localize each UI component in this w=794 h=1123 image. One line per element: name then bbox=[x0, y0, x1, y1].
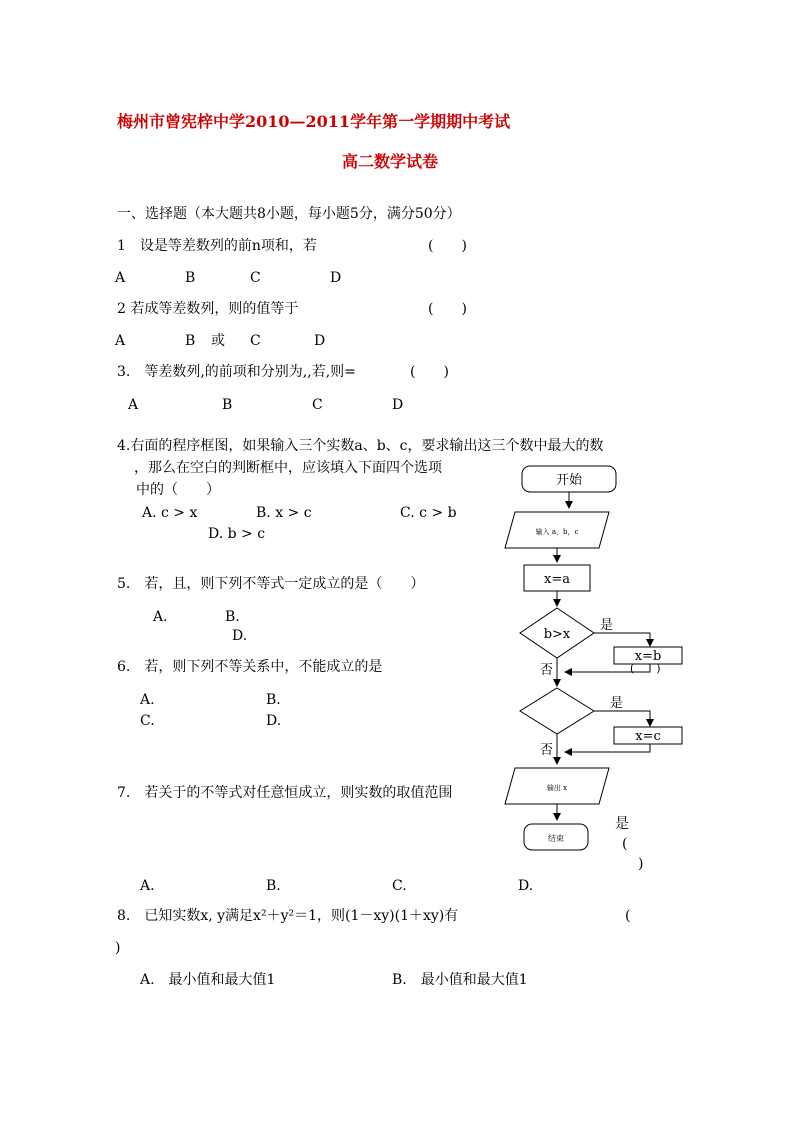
question-4-line3: 中的（ ） bbox=[136, 482, 220, 498]
flow-assign-a-label: x=a bbox=[544, 572, 570, 587]
flow-no-label-2: 否 bbox=[540, 743, 554, 758]
flow-yes-label-1: 是 bbox=[600, 618, 614, 633]
q7-option-c: C. bbox=[392, 878, 407, 894]
q5-option-b: B. bbox=[225, 609, 240, 625]
q6-option-d: D. bbox=[266, 713, 282, 729]
question-1-text: 1 设是等差数列的前n项和，若 bbox=[117, 238, 317, 254]
q7-side-left-paren: ( bbox=[622, 836, 628, 852]
q6-option-c: C. bbox=[140, 713, 155, 729]
q5-option-d: D. bbox=[232, 628, 248, 644]
question-8-paren-close: ) bbox=[115, 940, 121, 956]
q4-option-d: D. b > c bbox=[208, 526, 266, 542]
q4-option-c: C. c > b bbox=[400, 505, 457, 521]
q3-option-a: A bbox=[128, 397, 139, 413]
exam-title: 梅州市曾宪梓中学2010—2011学年第一学期期中考试 bbox=[117, 112, 511, 131]
question-3-text: 3. 等差数列,的前项和分别为,,若,则= bbox=[117, 364, 356, 380]
q2-option-a: A bbox=[115, 333, 126, 349]
flow-no-label-1: 否 bbox=[540, 663, 554, 678]
q3-option-c: C bbox=[312, 397, 323, 413]
flow-assign-c-label: x=c bbox=[635, 729, 661, 744]
q1-option-d: D bbox=[330, 270, 342, 286]
question-6-text: 6. 若，则下列不等关系中，不能成立的是 bbox=[117, 659, 383, 675]
flow-cond2-diamond bbox=[520, 688, 594, 734]
question-4-line2: ，那么在空白的判断框中，应该填入下面四个选项 bbox=[134, 460, 442, 476]
question-1-paren: ( ) bbox=[428, 238, 467, 254]
q1-option-b: B bbox=[185, 270, 196, 286]
q3-option-d: D bbox=[392, 397, 404, 413]
q7-option-d: D. bbox=[518, 878, 534, 894]
question-5-text: 5. 若，且，则下列不等式一定成立的是（ ） bbox=[117, 576, 425, 592]
q1-option-c: C bbox=[250, 270, 261, 286]
flow-assign-b-label: x=b bbox=[634, 649, 662, 664]
q5-option-a: A. bbox=[153, 609, 168, 625]
q6-option-b: B. bbox=[266, 692, 281, 708]
question-3-paren: ( ) bbox=[410, 364, 449, 380]
question-7-text: 7. 若关于的不等式对任意恒成立，则实数的取值范围 bbox=[117, 785, 453, 801]
flow-input-label: 输入 a，b，c bbox=[535, 528, 579, 536]
question-2-text: 2 若成等差数列，则的值等于 bbox=[117, 301, 299, 317]
section-heading: 一、选择题（本大题共8小题，每小题5分，满分50分） bbox=[117, 206, 461, 222]
q7-side-shi: 是 bbox=[615, 816, 629, 832]
q3-option-b: B bbox=[222, 397, 233, 413]
q2-option-c: C bbox=[250, 333, 261, 349]
q6-option-a: A. bbox=[140, 692, 155, 708]
q1-option-a: A bbox=[115, 270, 126, 286]
q4-option-a: A. c > x bbox=[142, 505, 198, 521]
exam-subtitle: 高二数学试卷 bbox=[342, 152, 439, 171]
q8-option-b: B. 最小值和最大值1 bbox=[392, 972, 528, 988]
q7-option-b: B. bbox=[266, 878, 281, 894]
question-8-text: 8. 已知实数x, y满足x²＋y²＝1，则(1－xy)(1＋xy)有 bbox=[117, 908, 459, 924]
q8-option-a: A. 最小值和最大值1 bbox=[140, 972, 276, 988]
q2-option-b-or: 或 bbox=[211, 333, 225, 349]
question-4-line1: 4.右面的程序框图，如果输入三个实数a、b、c，要求输出这三个数中最大的数 bbox=[117, 438, 604, 454]
flow-output-label: 输出 x bbox=[546, 784, 568, 792]
flowchart bbox=[490, 458, 700, 878]
flow-start-label: 开始 bbox=[555, 473, 583, 488]
q7-option-a: A. bbox=[140, 878, 155, 894]
question-8-paren-open: ( bbox=[625, 908, 631, 924]
flow-cond1-label: b>x bbox=[543, 627, 571, 642]
flow-end-label: 结束 bbox=[548, 834, 564, 843]
q7-side-right-paren: ) bbox=[638, 856, 644, 872]
question-2-paren: ( ) bbox=[428, 301, 467, 317]
q2-option-d: D bbox=[314, 333, 326, 349]
q2-option-b: B bbox=[185, 333, 196, 349]
q4-option-b: B. x > c bbox=[256, 505, 312, 521]
flow-yes-label-2: 是 bbox=[610, 696, 624, 711]
flow-stray-paren: ( ) bbox=[630, 662, 661, 675]
